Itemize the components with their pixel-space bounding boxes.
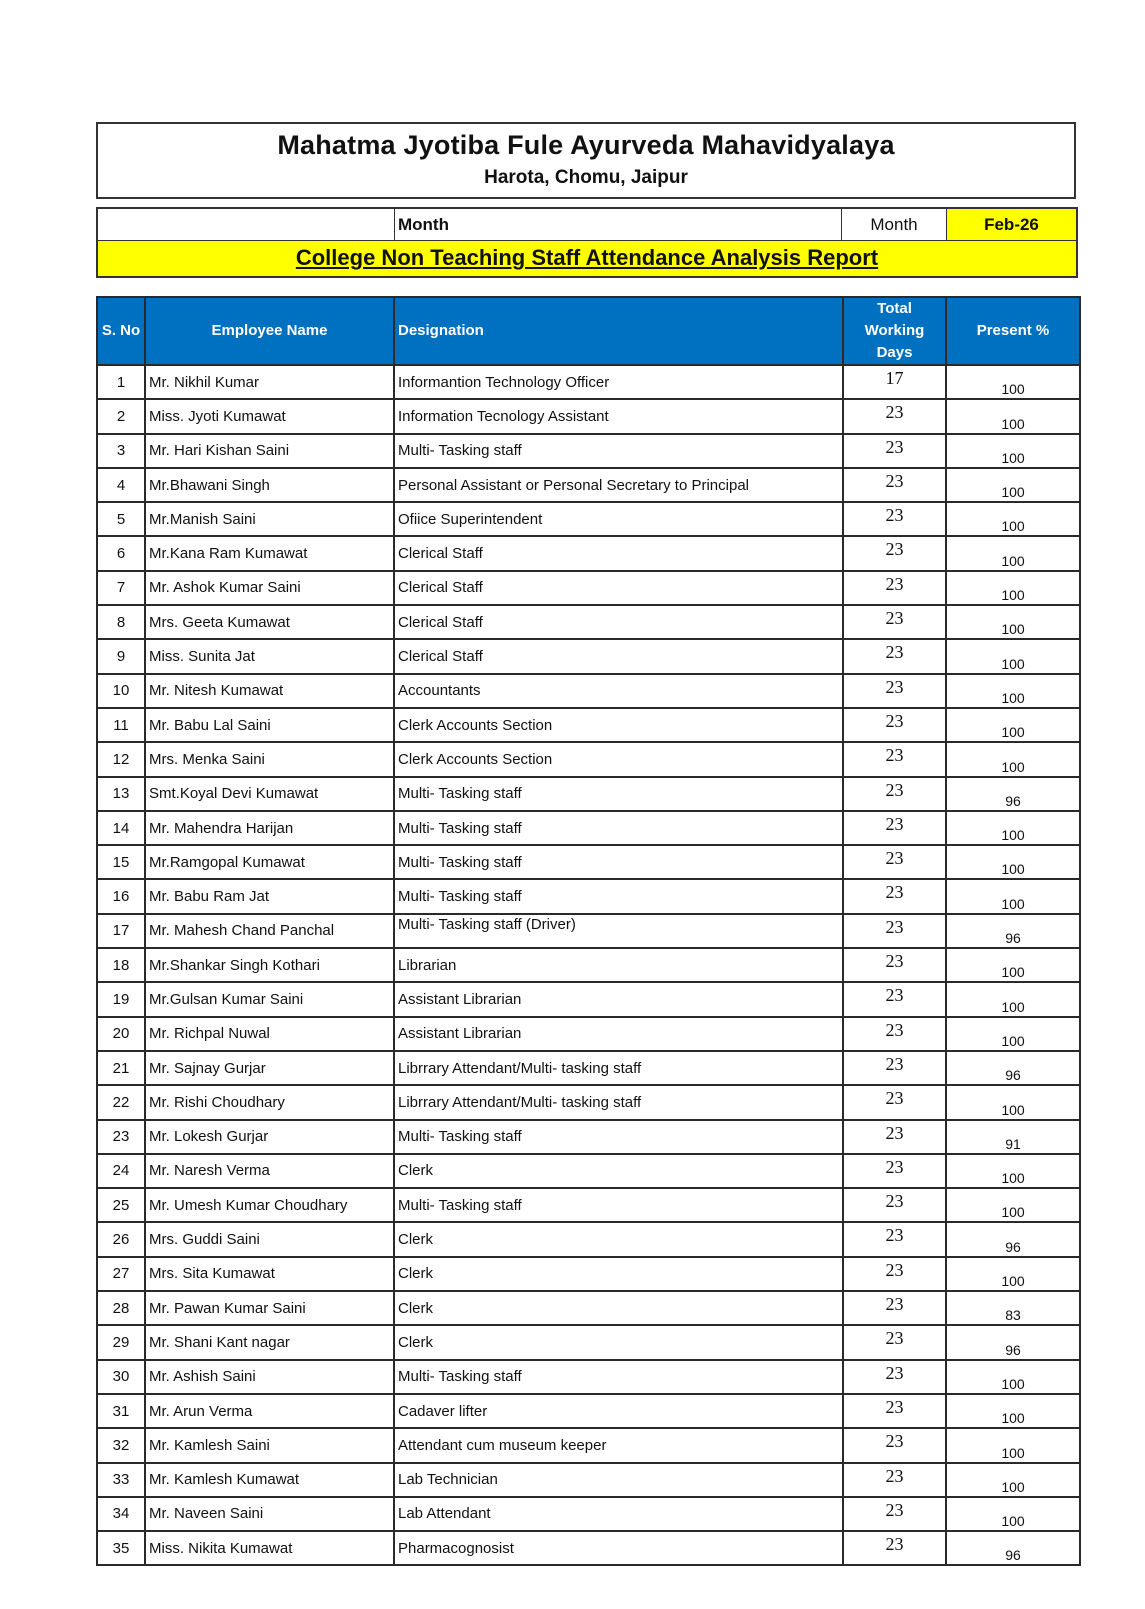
cell-designation: Multi- Tasking staff — [394, 1360, 843, 1394]
table-row — [97, 1531, 1080, 1565]
table-row — [97, 1017, 1080, 1051]
cell-total-working-days: 23 — [843, 845, 946, 879]
cell-present-percent: 100 — [946, 1497, 1080, 1531]
cell-sno: 29 — [97, 1325, 145, 1359]
table-row — [97, 777, 1080, 811]
cell-designation: Personal Assistant or Personal Secretary to Principal — [394, 468, 843, 502]
cell-present-percent: 100 — [946, 571, 1080, 605]
cell-total-working-days: 23 — [843, 982, 946, 1016]
month-row-blank — [98, 209, 395, 240]
table-row — [97, 674, 1080, 708]
cell-designation: Clerk — [394, 1222, 843, 1256]
cell-employee-name: Mr. Ashok Kumar Saini — [145, 571, 394, 605]
table-row — [97, 1120, 1080, 1154]
cell-present-percent: 100 — [946, 982, 1080, 1016]
cell-present-percent: 100 — [946, 708, 1080, 742]
table-row — [97, 811, 1080, 845]
cell-employee-name: Mr.Kana Ram Kumawat — [145, 536, 394, 570]
cell-sno: 26 — [97, 1222, 145, 1256]
cell-total-working-days: 23 — [843, 1497, 946, 1531]
report-title: College Non Teaching Staff Attendance Analysis Report — [295, 245, 879, 270]
cell-present-percent: 96 — [946, 1051, 1080, 1085]
cell-sno: 33 — [97, 1463, 145, 1497]
cell-sno: 13 — [97, 777, 145, 811]
cell-designation: Clerical Staff — [394, 639, 843, 673]
cell-employee-name: Mr. Ashish Saini — [145, 1360, 394, 1394]
cell-total-working-days: 23 — [843, 777, 946, 811]
cell-employee-name: Mr. Lokesh Gurjar — [145, 1120, 394, 1154]
cell-sno: 14 — [97, 811, 145, 845]
cell-total-working-days: 23 — [843, 742, 946, 776]
cell-total-working-days: 23 — [843, 1188, 946, 1222]
cell-present-percent: 100 — [946, 674, 1080, 708]
month-row — [96, 207, 1078, 241]
cell-sno: 19 — [97, 982, 145, 1016]
cell-designation: Clerk Accounts Section — [394, 708, 843, 742]
cell-employee-name: Mr. Kamlesh Kumawat — [145, 1463, 394, 1497]
table-row — [97, 742, 1080, 776]
cell-designation: Clerical Staff — [394, 536, 843, 570]
table-row — [97, 365, 1080, 399]
cell-designation: Librrary Attendant/Multi- tasking staff — [394, 1085, 843, 1119]
cell-employee-name: Mr. Mahendra Harijan — [145, 811, 394, 845]
cell-total-working-days: 23 — [843, 1291, 946, 1325]
attendance-table — [96, 296, 1081, 1566]
cell-sno: 4 — [97, 468, 145, 502]
cell-total-working-days: 23 — [843, 674, 946, 708]
cell-sno: 6 — [97, 536, 145, 570]
cell-sno: 24 — [97, 1154, 145, 1188]
table-row — [97, 1497, 1080, 1531]
cell-designation: Information Tecnology Assistant — [394, 399, 843, 433]
cell-sno: 25 — [97, 1188, 145, 1222]
cell-present-percent: 100 — [946, 811, 1080, 845]
cell-sno: 11 — [97, 708, 145, 742]
cell-designation: Informantion Technology Officer — [394, 365, 843, 399]
cell-employee-name: Mr.Manish Saini — [145, 502, 394, 536]
table-row — [97, 639, 1080, 673]
cell-present-percent: 100 — [946, 845, 1080, 879]
column-header-employee-name: Employee Name — [145, 297, 394, 365]
cell-designation: Attendant cum museum keeper — [394, 1428, 843, 1462]
table-row — [97, 1325, 1080, 1359]
cell-total-working-days: 23 — [843, 1085, 946, 1119]
cell-present-percent: 100 — [946, 1463, 1080, 1497]
cell-sno: 12 — [97, 742, 145, 776]
table-row — [97, 1428, 1080, 1462]
table-row — [97, 434, 1080, 468]
cell-present-percent: 100 — [946, 399, 1080, 433]
cell-sno: 32 — [97, 1428, 145, 1462]
college-address: Harota, Chomu, Jaipur — [484, 167, 688, 188]
cell-present-percent: 100 — [946, 1257, 1080, 1291]
cell-sno: 20 — [97, 1017, 145, 1051]
cell-designation: Lab Technician — [394, 1463, 843, 1497]
cell-present-percent: 91 — [946, 1120, 1080, 1154]
table-row — [97, 536, 1080, 570]
cell-total-working-days: 23 — [843, 1360, 946, 1394]
cell-present-percent: 100 — [946, 365, 1080, 399]
cell-designation: Multi- Tasking staff — [394, 1188, 843, 1222]
cell-sno: 34 — [97, 1497, 145, 1531]
cell-employee-name: Mr. Hari Kishan Saini — [145, 434, 394, 468]
cell-total-working-days: 23 — [843, 1394, 946, 1428]
cell-total-working-days: 23 — [843, 1222, 946, 1256]
table-header-row — [97, 297, 1080, 365]
cell-designation: Librrary Attendant/Multi- tasking staff — [394, 1051, 843, 1085]
cell-employee-name: Mr. Naveen Saini — [145, 1497, 394, 1531]
cell-employee-name: Mr.Gulsan Kumar Saini — [145, 982, 394, 1016]
cell-employee-name: Mr. Rishi Choudhary — [145, 1085, 394, 1119]
cell-present-percent: 100 — [946, 1394, 1080, 1428]
cell-sno: 27 — [97, 1257, 145, 1291]
cell-employee-name: Mr. Nikhil Kumar — [145, 365, 394, 399]
month-label-left: Month — [395, 209, 842, 240]
cell-sno: 7 — [97, 571, 145, 605]
cell-present-percent: 100 — [946, 502, 1080, 536]
cell-sno: 2 — [97, 399, 145, 433]
cell-total-working-days: 23 — [843, 468, 946, 502]
cell-total-working-days: 23 — [843, 1463, 946, 1497]
cell-total-working-days: 23 — [843, 1325, 946, 1359]
table-row — [97, 1051, 1080, 1085]
cell-present-percent: 100 — [946, 742, 1080, 776]
cell-present-percent: 100 — [946, 1017, 1080, 1051]
cell-sno: 15 — [97, 845, 145, 879]
cell-sno: 18 — [97, 948, 145, 982]
table-row — [97, 399, 1080, 433]
table-row — [97, 468, 1080, 502]
cell-sno: 28 — [97, 1291, 145, 1325]
table-row — [97, 605, 1080, 639]
table-row — [97, 845, 1080, 879]
cell-sno: 23 — [97, 1120, 145, 1154]
cell-designation: Assistant Librarian — [394, 1017, 843, 1051]
cell-employee-name: Mr.Shankar Singh Kothari — [145, 948, 394, 982]
cell-total-working-days: 23 — [843, 1051, 946, 1085]
cell-employee-name: Mrs. Guddi Saini — [145, 1222, 394, 1256]
table-row — [97, 1360, 1080, 1394]
cell-total-working-days: 23 — [843, 605, 946, 639]
cell-designation: Librarian — [394, 948, 843, 982]
cell-total-working-days: 23 — [843, 1428, 946, 1462]
cell-total-working-days: 23 — [843, 536, 946, 570]
college-name: Mahatma Jyotiba Fule Ayurveda Mahavidyalaya — [277, 130, 895, 160]
cell-sno: 8 — [97, 605, 145, 639]
cell-designation: Lab Attendant — [394, 1497, 843, 1531]
cell-sno: 35 — [97, 1531, 145, 1565]
cell-designation: Clerk — [394, 1325, 843, 1359]
cell-present-percent: 100 — [946, 1085, 1080, 1119]
cell-employee-name: Mr. Mahesh Chand Panchal — [145, 914, 394, 948]
cell-designation: Clerk — [394, 1154, 843, 1188]
cell-designation: Clerk — [394, 1257, 843, 1291]
cell-employee-name: Mr. Arun Verma — [145, 1394, 394, 1428]
cell-total-working-days: 23 — [843, 948, 946, 982]
column-header-present-percent: Present % — [946, 297, 1080, 365]
cell-sno: 30 — [97, 1360, 145, 1394]
table-row — [97, 1257, 1080, 1291]
cell-sno: 16 — [97, 879, 145, 913]
cell-employee-name: Mr. Umesh Kumar Choudhary — [145, 1188, 394, 1222]
table-row — [97, 708, 1080, 742]
cell-total-working-days: 23 — [843, 639, 946, 673]
cell-present-percent: 96 — [946, 914, 1080, 948]
report-title-band — [96, 241, 1078, 278]
cell-total-working-days: 23 — [843, 1120, 946, 1154]
cell-sno: 5 — [97, 502, 145, 536]
cell-employee-name: Miss. Nikita Kumawat — [145, 1531, 394, 1565]
cell-employee-name: Mr. Pawan Kumar Saini — [145, 1291, 394, 1325]
table-row — [97, 948, 1080, 982]
cell-employee-name: Miss. Sunita Jat — [145, 639, 394, 673]
cell-present-percent: 100 — [946, 1428, 1080, 1462]
table-row — [97, 879, 1080, 913]
cell-total-working-days: 23 — [843, 879, 946, 913]
cell-sno: 17 — [97, 914, 145, 948]
month-value: Feb-26 — [947, 209, 1076, 240]
table-row — [97, 1222, 1080, 1256]
college-header — [96, 122, 1076, 199]
cell-present-percent: 100 — [946, 879, 1080, 913]
cell-total-working-days: 23 — [843, 571, 946, 605]
column-header-designation: Designation — [394, 297, 843, 365]
cell-employee-name: Mrs. Geeta Kumawat — [145, 605, 394, 639]
table-row — [97, 982, 1080, 1016]
cell-employee-name: Mr. Babu Ram Jat — [145, 879, 394, 913]
cell-designation: Clerk Accounts Section — [394, 742, 843, 776]
cell-total-working-days: 23 — [843, 1017, 946, 1051]
cell-total-working-days: 23 — [843, 1531, 946, 1565]
cell-designation: Clerk — [394, 1291, 843, 1325]
table-row — [97, 502, 1080, 536]
cell-sno: 3 — [97, 434, 145, 468]
cell-total-working-days: 23 — [843, 502, 946, 536]
cell-sno: 1 — [97, 365, 145, 399]
cell-present-percent: 83 — [946, 1291, 1080, 1325]
cell-present-percent: 96 — [946, 777, 1080, 811]
cell-total-working-days: 23 — [843, 914, 946, 948]
cell-total-working-days: 23 — [843, 1257, 946, 1291]
cell-designation: Multi- Tasking staff (Driver) — [394, 914, 843, 948]
cell-employee-name: Mr. Nitesh Kumawat — [145, 674, 394, 708]
cell-designation: Multi- Tasking staff — [394, 434, 843, 468]
column-header-sno: S. No — [97, 297, 145, 365]
cell-sno: 21 — [97, 1051, 145, 1085]
cell-designation: Multi- Tasking staff — [394, 845, 843, 879]
cell-designation: Multi- Tasking staff — [394, 777, 843, 811]
cell-sno: 10 — [97, 674, 145, 708]
cell-present-percent: 100 — [946, 1154, 1080, 1188]
cell-employee-name: Mr. Kamlesh Saini — [145, 1428, 394, 1462]
cell-present-percent: 100 — [946, 1360, 1080, 1394]
cell-present-percent: 100 — [946, 468, 1080, 502]
cell-designation: Cadaver lifter — [394, 1394, 843, 1428]
table-row — [97, 1085, 1080, 1119]
cell-present-percent: 96 — [946, 1222, 1080, 1256]
column-header-total-working-days: Total Working Days — [843, 297, 946, 365]
cell-total-working-days: 23 — [843, 1154, 946, 1188]
cell-employee-name: Mr. Naresh Verma — [145, 1154, 394, 1188]
cell-total-working-days: 17 — [843, 365, 946, 399]
table-row — [97, 1394, 1080, 1428]
cell-designation: Clerical Staff — [394, 571, 843, 605]
cell-present-percent: 100 — [946, 1188, 1080, 1222]
cell-designation: Multi- Tasking staff — [394, 811, 843, 845]
cell-total-working-days: 23 — [843, 708, 946, 742]
cell-employee-name: Miss. Jyoti Kumawat — [145, 399, 394, 433]
cell-employee-name: Mr.Bhawani Singh — [145, 468, 394, 502]
cell-total-working-days: 23 — [843, 811, 946, 845]
cell-employee-name: Mr. Sajnay Gurjar — [145, 1051, 394, 1085]
table-row — [97, 1188, 1080, 1222]
cell-employee-name: Mr. Shani Kant nagar — [145, 1325, 394, 1359]
cell-present-percent: 100 — [946, 948, 1080, 982]
table-row — [97, 1291, 1080, 1325]
month-label-right: Month — [842, 209, 947, 240]
cell-present-percent: 100 — [946, 605, 1080, 639]
cell-sno: 31 — [97, 1394, 145, 1428]
cell-employee-name: Mrs. Menka Saini — [145, 742, 394, 776]
cell-employee-name: Mr.Ramgopal Kumawat — [145, 845, 394, 879]
cell-employee-name: Smt.Koyal Devi Kumawat — [145, 777, 394, 811]
cell-sno: 22 — [97, 1085, 145, 1119]
cell-designation: Clerical Staff — [394, 605, 843, 639]
cell-employee-name: Mr. Babu Lal Saini — [145, 708, 394, 742]
cell-employee-name: Mrs. Sita Kumawat — [145, 1257, 394, 1291]
cell-designation: Multi- Tasking staff — [394, 1120, 843, 1154]
cell-designation: Multi- Tasking staff — [394, 879, 843, 913]
cell-designation: Ofiice Superintendent — [394, 502, 843, 536]
cell-present-percent: 100 — [946, 434, 1080, 468]
table-row — [97, 571, 1080, 605]
table-row — [97, 1463, 1080, 1497]
cell-present-percent: 100 — [946, 639, 1080, 673]
cell-designation: Pharmacognosist — [394, 1531, 843, 1565]
cell-designation: Assistant Librarian — [394, 982, 843, 1016]
cell-total-working-days: 23 — [843, 399, 946, 433]
cell-present-percent: 96 — [946, 1325, 1080, 1359]
cell-present-percent: 100 — [946, 536, 1080, 570]
table-row — [97, 914, 1080, 948]
cell-designation: Accountants — [394, 674, 843, 708]
cell-present-percent: 96 — [946, 1531, 1080, 1565]
cell-employee-name: Mr. Richpal Nuwal — [145, 1017, 394, 1051]
table-row — [97, 1154, 1080, 1188]
cell-total-working-days: 23 — [843, 434, 946, 468]
cell-sno: 9 — [97, 639, 145, 673]
